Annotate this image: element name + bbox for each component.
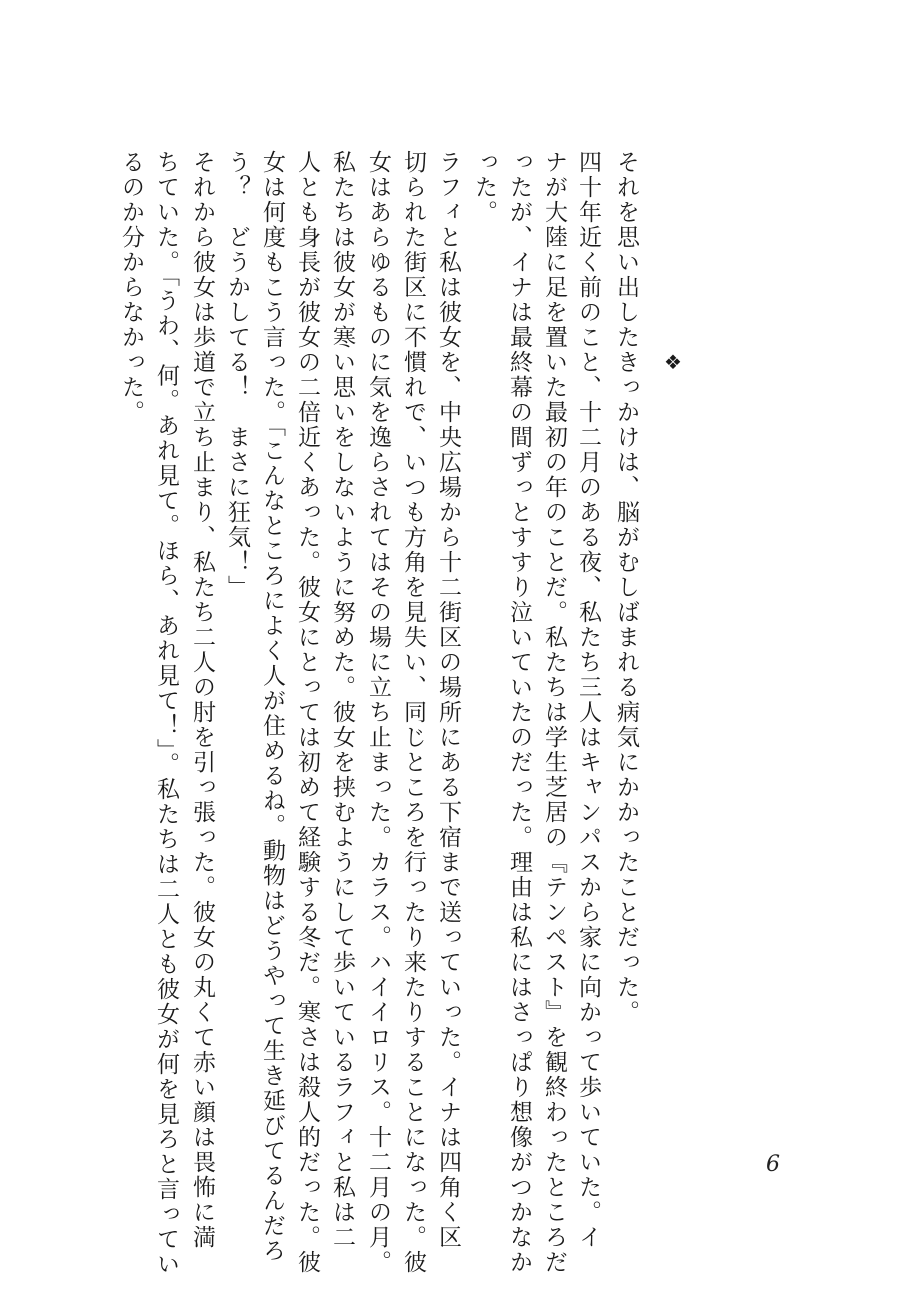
text-column: った。 — [471, 150, 497, 225]
text-column: ナが大陸に足を置いた最初の年のことだ。私たちは学生芝居の『テンペスト』を観終わったところだ — [541, 150, 567, 1275]
text-column: 私たちは彼女が寒い思いをしないように努めた。彼女を挟むようにして歩いているラフィと私は二 — [329, 150, 355, 1250]
text-column: ちていた。「うわ、何。あれ見て。ほら、あれ見て！」。私たちは二人とも彼女が何を見ろと言ってい — [153, 150, 179, 1277]
page-number: 6 — [766, 1152, 780, 1177]
text-column: 人とも身長が彼女の二倍近くあった。彼女にとっては初めて経験する冬だ。寒さは殺人的だった。彼 — [294, 150, 320, 1275]
text-column: ラフィと私は彼女を、中央広場から十二街区の場所にある下宿まで送っていった。イナは四角く区 — [435, 150, 461, 1250]
text-column: 切られた街区に不慣れで、いつも方角を見失い、同じところを行ったり来たりすることになった。彼 — [400, 150, 426, 1275]
text-column: ったが、イナは最終幕の間ずっとすすり泣いていたのだった。理由は私にはさっぱり想像がつかなか — [506, 150, 532, 1275]
text-column: それを思い出したきっかけは、脳がむしばまれる病気にかかったことだった。 — [613, 150, 639, 1025]
text-column: るのか分からなかった。 — [118, 150, 144, 425]
text-column: う？ どうかしてる！ まさに狂気！」 — [224, 150, 250, 600]
text-column: 女は何度もこう言った。「こんなところによく人が住めるね。動物はどうやって生き延びてるんだろ — [259, 150, 285, 1264]
section-break-ornament-icon: ❖ — [664, 350, 682, 374]
text-column: 四十年近く前のこと、十二月のある夜、私たち三人はキャンパスから家に向かって歩いていた。イ — [575, 150, 601, 1250]
text-column: それから彼女は歩道で立ち止まり、私たち二人の肘を引っ張った。彼女の丸くて赤い顔は畏怖に満 — [189, 150, 215, 1250]
text-column: 女はあらゆるものに気を逸らされてはその場に立ち止まった。カラス。ハイイロリス。十二月の月。 — [365, 150, 391, 1275]
